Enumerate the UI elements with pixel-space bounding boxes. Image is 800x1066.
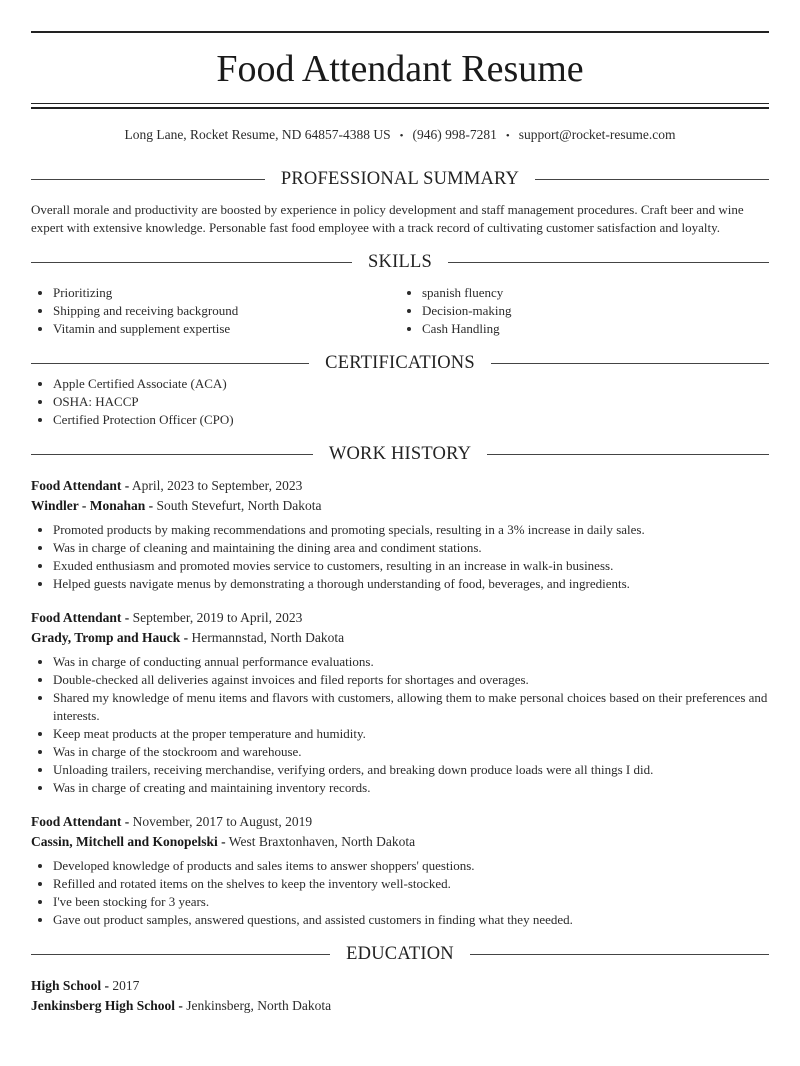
job-duty: • Double-checked all deliveries against invoices and filed reports for shortages and overages.: [53, 671, 769, 689]
job-dates: September, 2019 to April, 2023: [132, 610, 303, 625]
job-company-line: [31, 832, 769, 852]
contact-email: support@rocket-resume.com: [518, 127, 676, 142]
education-school-line: [31, 996, 769, 1016]
bullet-separator-icon: •: [399, 130, 404, 142]
job-company-line: [31, 496, 769, 516]
skill-item: • spanish fluency: [422, 284, 769, 302]
section-heading-skills: [31, 250, 769, 274]
bullet-separator-icon: •: [505, 130, 510, 142]
job-title: Food Attendant -: [31, 478, 130, 493]
section-heading-summary: [31, 167, 769, 191]
job-duty: • Refilled and rotated items on the shelves to keep the inventory well-stocked.: [53, 875, 769, 893]
job-company: Cassin, Mitchell and Konopelski -: [31, 834, 226, 849]
heading-rule-left: [31, 954, 330, 955]
job-duties-list: [31, 521, 769, 593]
job-duty: • Shared my knowledge of menu items and flavors with customers, allowing them to make personal choices based on their preferences and interests.: [53, 689, 769, 725]
job-title-line: [31, 476, 769, 496]
job-duty: • Developed knowledge of products and sales items to answer shoppers' questions.: [53, 857, 769, 875]
double-rule-divider: [31, 103, 769, 109]
contact-phone: (946) 998-7281: [412, 127, 497, 142]
job-company: Grady, Tromp and Hauck -: [31, 630, 189, 645]
section-title: CERTIFICATIONS: [325, 352, 475, 373]
job-title: Food Attendant -: [31, 610, 130, 625]
section-title: EDUCATION: [346, 943, 454, 964]
education-degree-line: [31, 976, 769, 996]
heading-rule-left: [31, 454, 313, 455]
job-entry: [31, 476, 769, 593]
skill-item: • Decision-making: [422, 302, 769, 320]
job-dates: April, 2023 to September, 2023: [131, 478, 303, 493]
section-title: WORK HISTORY: [328, 443, 472, 464]
job-location: West Braxtonhaven, North Dakota: [228, 834, 416, 849]
section-heading-work-history: [31, 442, 769, 466]
education-entry: [31, 976, 769, 1016]
heading-rule-left: [31, 262, 352, 263]
contact-line: [31, 126, 769, 145]
education-school: Jenkinsberg High School -: [31, 998, 183, 1013]
heading-rule-right: [491, 363, 769, 364]
job-duty: • Keep meat products at the proper temperature and humidity.: [53, 725, 769, 743]
education-year: 2017: [112, 978, 140, 993]
job-location: South Stevefurt, North Dakota: [156, 498, 322, 513]
skill-item: • Shipping and receiving background: [53, 302, 400, 320]
skill-item: • Vitamin and supplement expertise: [53, 320, 400, 338]
job-duty: • Was in charge of the stockroom and warehouse.: [53, 743, 769, 761]
job-duties-list: [31, 857, 769, 929]
contact-address: Long Lane, Rocket Resume, ND 64857-4388 US: [124, 127, 391, 142]
heading-rule-right: [535, 179, 769, 180]
skills-column-left: [31, 284, 400, 338]
section-heading-education: [31, 942, 769, 966]
skills-column-right: [400, 284, 769, 338]
heading-rule-left: [31, 363, 309, 364]
job-title: Food Attendant -: [31, 814, 130, 829]
job-title-line: [31, 608, 769, 628]
job-duties-list: [31, 653, 769, 797]
heading-rule-right: [470, 954, 769, 955]
resume-page: [0, 31, 800, 1016]
summary-text: Overall morale and productivity are boosted by experience in policy development and staff management procedures. Craft beer and wine expert with extensive knowledge. Personable fast food employee with a track record of cultivating customer satisfaction and loyalty.: [31, 202, 744, 235]
job-duty: • I've been stocking for 3 years.: [53, 893, 769, 911]
job-location: Hermannstad, North Dakota: [191, 630, 345, 645]
section-title: SKILLS: [368, 251, 432, 272]
job-company: Windler - Monahan -: [31, 498, 154, 513]
heading-rule-left: [31, 179, 265, 180]
job-duty: • Was in charge of cleaning and maintaining the dining area and condiment stations.: [53, 539, 769, 557]
education-location: Jenkinsberg, North Dakota: [186, 998, 332, 1013]
job-duty: • Promoted products by making recommendations and promoting specials, resulting in a 3% increase in daily sales.: [53, 521, 769, 539]
job-duty: • Was in charge of conducting annual performance evaluations.: [53, 653, 769, 671]
job-duty: • Helped guests navigate menus by demonstrating a thorough understanding of food, beverages, and ingredients.: [53, 575, 769, 593]
job-duty: • Exuded enthusiasm and promoted movies service to customers, resulting in an increase in walk-in business.: [53, 557, 769, 575]
job-entry: [31, 608, 769, 797]
job-company-line: [31, 628, 769, 648]
skill-item: • Prioritizing: [53, 284, 400, 302]
job-duty: • Unloading trailers, receiving merchandise, verifying orders, and breaking down produce loads were all things I did.: [53, 761, 769, 779]
certification-item: • Apple Certified Associate (ACA): [53, 375, 769, 393]
skill-item: • Cash Handling: [422, 320, 769, 338]
certification-item: • Certified Protection Officer (CPO): [53, 411, 769, 429]
resume-title: Food Attendant Resume: [216, 48, 584, 90]
heading-rule-right: [448, 262, 769, 263]
job-dates: November, 2017 to August, 2019: [132, 814, 313, 829]
section-heading-certifications: [31, 351, 769, 375]
education-degree: High School -: [31, 978, 110, 993]
skills-list: [31, 284, 769, 338]
heading-rule-right: [487, 454, 769, 455]
job-title-line: [31, 812, 769, 832]
certifications-list: [31, 375, 769, 429]
job-duty: • Gave out product samples, answered questions, and assisted customers in finding what they needed.: [53, 911, 769, 929]
section-title: PROFESSIONAL SUMMARY: [280, 168, 520, 189]
job-entry: [31, 812, 769, 929]
job-duty: • Was in charge of creating and maintaining inventory records.: [53, 779, 769, 797]
certification-item: • OSHA: HACCP: [53, 393, 769, 411]
